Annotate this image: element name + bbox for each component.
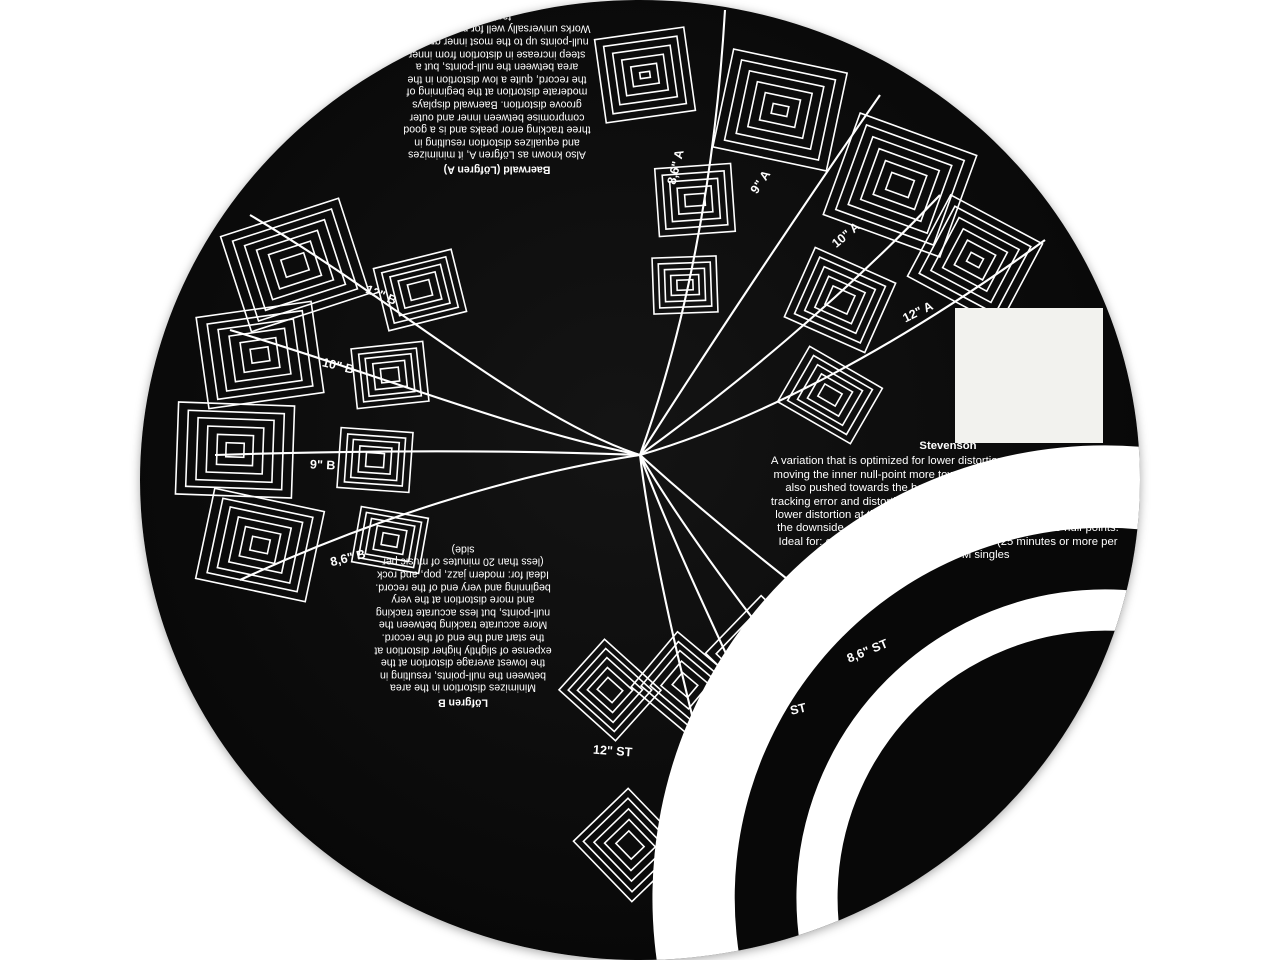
grid-target — [337, 428, 413, 493]
lofgren-b-title: Löfgren B — [437, 696, 489, 709]
grid-target — [784, 247, 895, 352]
arc-label-86-st: 8,6" ST — [844, 636, 890, 666]
stevenson-title: Stevenson — [919, 440, 977, 452]
baerwald-description-block — [402, 10, 592, 176]
lofgren-b-description-block — [372, 543, 554, 709]
grid-target — [175, 402, 294, 498]
arc-label-10-st: 10" ST — [678, 737, 719, 757]
grid-target — [196, 488, 325, 601]
blank-white-label-patch — [955, 308, 1103, 443]
stevenson-body: A variation that is optimized for lower distortion at the inner grooves, by moving the inner null-point more towards the inside. The outer point is also pushed towards the beginning of the record, resulting in less tracking error and distortion at the very beginning of the record. Overall lower distortion at the very beginning and very end of the record, with the downside of higher distortion in the area between the null-points. Ideal for: classical music, very long records (25 minutes or more per side), or 45 RPM singles — [770, 455, 1126, 562]
lofgren-b-body: Minimizes distortion in the area between the null-points, resulting in the lowest average distortion at the expense of slightly higher distortion at the start and the end of the record. More accurate tracking between the null-points, but less accurate tracking and more distortion at the very beginning and very end of the record. Ideal for: modern jazz, pop, and rock (less than 20 minutes of music per side) — [374, 543, 552, 695]
grid-target — [595, 27, 696, 123]
protractor-disc — [140, 0, 1140, 960]
arc-label-86-b: 8,6" B — [328, 546, 367, 570]
baerwald-body: Also known as Löfgren A, it minimizes and equalizes distortion resulting in three tracking error peaks and is a good compromise between inner and outer groove distortion. Baerwald displays moderate distortion at the beginning of the record, quite a low distortion in the area between the null-points, but a steep increase in distortion from inner null-points up to the most inner groove. Works universally well for many musical tastes — [403, 10, 591, 162]
arc-label-9-a: 9" A — [747, 167, 774, 197]
baerwald-title: Baerwald (Löfgren A) — [443, 163, 551, 176]
stevenson-description-block — [768, 440, 1128, 563]
arc-label-86-a: 8,6" A — [664, 148, 687, 186]
grid-target — [713, 49, 847, 171]
arc-label-9-st: 9" ST — [772, 700, 808, 722]
arc-label-12-b: 12" B — [363, 282, 399, 308]
arc-label-9-b: 9" B — [309, 457, 336, 473]
grid-target — [351, 341, 429, 408]
arc-label-12-a: 12" A — [900, 298, 936, 326]
spindle-hole-logo — [605, 418, 675, 488]
arc-label-12-st: 12" ST — [592, 742, 633, 760]
arc-label-10-b: 10" B — [320, 355, 356, 377]
grid-target — [196, 301, 324, 408]
arc-label-10-a: 10" A — [829, 219, 863, 251]
grid-target — [652, 256, 718, 314]
